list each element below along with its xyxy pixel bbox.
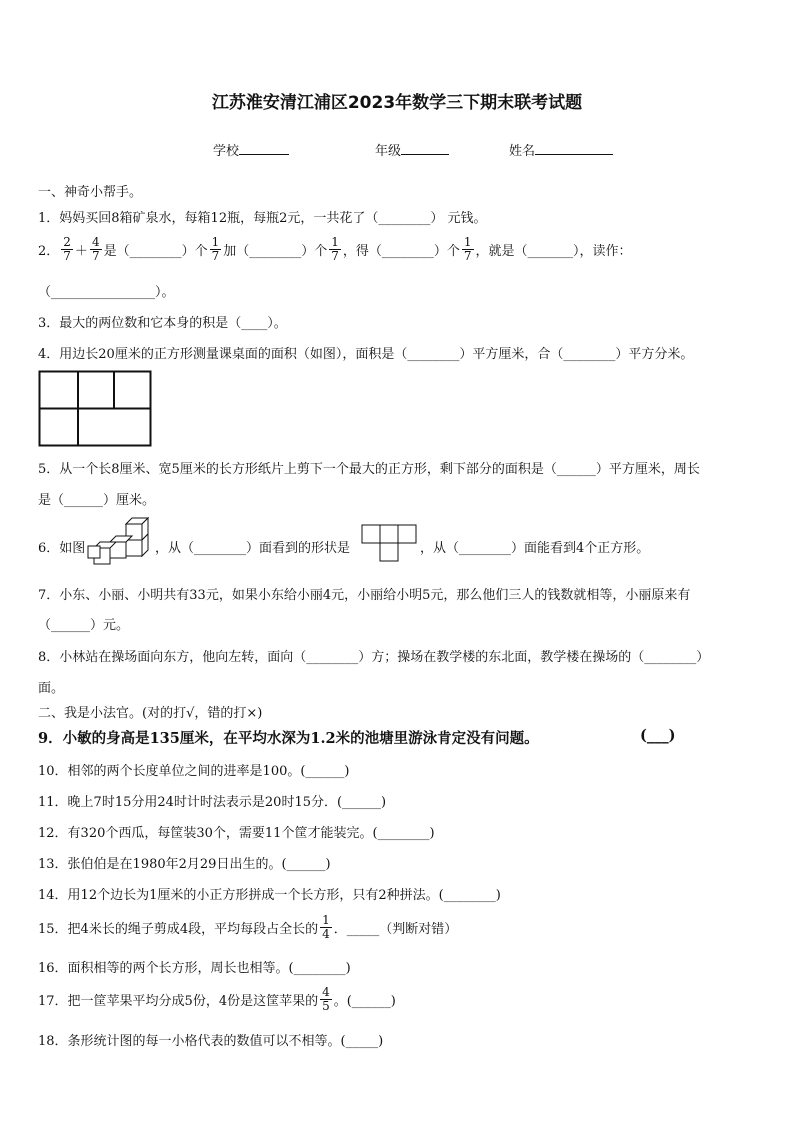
name-label: 姓名 bbox=[509, 144, 536, 159]
question-13: 13．张伯伯是在1980年2月29日出生的。(______) bbox=[38, 857, 331, 872]
question-14: 14．用12个边长为1厘米的小正方形拼成一个长方形，只有2种拼法。(________) bbox=[38, 888, 501, 903]
question-4: 4．用边长20厘米的正方形测量课桌面的面积（如图），面积是（________）平方厘米，合（________）平方分米。 bbox=[38, 347, 694, 362]
q2-text: 是（________）个 bbox=[103, 244, 208, 259]
school-label: 学校 bbox=[213, 144, 240, 159]
question-1: 1．妈妈买回8箱矿泉水，每箱12瓶，每瓶2元，一共花了（________） 元钱。 bbox=[38, 211, 487, 226]
fraction: $\frac{1}{4}$ bbox=[322, 913, 330, 941]
question-6-part2: ，从（________）面看到的形状是 bbox=[155, 541, 351, 556]
question-2-line2: （________________）。 bbox=[38, 285, 175, 300]
q17-text: 。(______) bbox=[333, 994, 396, 1009]
front-view-figure bbox=[361, 524, 419, 566]
question-15 bbox=[38, 914, 457, 941]
q2-text: 加（________）个 bbox=[223, 244, 328, 259]
question-5-line1: 5．从一个长8厘米、宽5厘米的长方形纸片上剪下一个最大的正方形，剩下部分的面积是（______）平方厘米，周长 bbox=[38, 462, 700, 477]
grade-blank bbox=[401, 140, 449, 155]
q17-text: 17．把一筐苹果平均分成5份，4份是这筐苹果的 bbox=[38, 994, 319, 1009]
q2-text: ，得（________）个 bbox=[342, 244, 460, 259]
question-9: 9．小敏的身高是135厘米，在平均水深为1.2米的池塘里游泳肯定没有问题。 bbox=[38, 730, 539, 747]
section-1-heading: 一、神奇小帮手。 bbox=[38, 185, 143, 200]
name-field bbox=[509, 140, 613, 159]
school-field bbox=[213, 140, 289, 159]
fraction: $\frac{2}{7}$ bbox=[63, 235, 71, 263]
question-3: 3．最大的两位数和它本身的积是（____）。 bbox=[38, 316, 287, 331]
question-18: 18．条形统计图的每一小格代表的数值可以不相等。(_____) bbox=[38, 1034, 384, 1049]
q15-text: ．_____（判断对错） bbox=[333, 922, 458, 937]
grade-label: 年级 bbox=[375, 144, 402, 159]
q2-text: ，就是（_______），读作： bbox=[475, 244, 632, 259]
cube-stack-figure bbox=[86, 516, 156, 568]
page-title: 江苏淮安清江浦区2023年数学三下期末联考试题 bbox=[211, 93, 583, 113]
grade-field bbox=[375, 140, 449, 159]
section-2-heading: 二、我是小法官。(对的打√，错的打×) bbox=[38, 706, 263, 721]
q2-number: 2． bbox=[38, 244, 60, 259]
fraction: $\frac{4}{5}$ bbox=[322, 985, 330, 1013]
question-12: 12．有320个西瓜，每筐装30个，需要11个筐才能装完。(________) bbox=[38, 826, 435, 841]
question-5-line2: 是（______）厘米。 bbox=[38, 493, 156, 508]
fraction: $\frac{1}{7}$ bbox=[463, 235, 472, 263]
question-10: 10．相邻的两个长度单位之间的进率是100。(______) bbox=[38, 764, 350, 779]
question-7-line2: （______）元。 bbox=[38, 618, 130, 633]
question-6-part1: 6．如图 bbox=[38, 541, 86, 556]
tabletop-grid-figure bbox=[38, 370, 153, 448]
question-8-line1: 8．小林站在操场面向东方，他向左转，面向（________）方；操场在教学楼的东北面，教学楼在操场的（________） bbox=[38, 650, 710, 665]
question-17 bbox=[38, 986, 396, 1013]
fraction: $\frac{1}{7}$ bbox=[211, 235, 220, 263]
question-6-part3: ，从（________）面能看到4个正方形。 bbox=[420, 541, 650, 556]
plus-sign: ＋ bbox=[74, 244, 88, 259]
name-blank bbox=[535, 140, 613, 155]
question-8-line2: 面。 bbox=[38, 681, 65, 696]
q15-text: 15．把4米长的绳子剪成4段，平均每段占全长的 bbox=[38, 922, 319, 937]
fraction: $\frac{4}{7}$ bbox=[91, 235, 100, 263]
question-9-mark: (___) bbox=[640, 727, 676, 744]
fraction: $\frac{1}{7}$ bbox=[331, 235, 339, 263]
question-16: 16．面积相等的两个长方形，周长也相等。(________) bbox=[38, 961, 351, 976]
question-7-line1: 7．小东、小丽、小明共有33元，如果小东给小丽4元，小丽给小明5元，那么他们三人的钱数就相等，小丽原来有 bbox=[38, 588, 691, 603]
question-11: 11．晚上7时15分用24时计时法表示是20时15分．(______) bbox=[38, 795, 387, 810]
question-2 bbox=[38, 236, 632, 263]
school-blank bbox=[239, 140, 289, 155]
